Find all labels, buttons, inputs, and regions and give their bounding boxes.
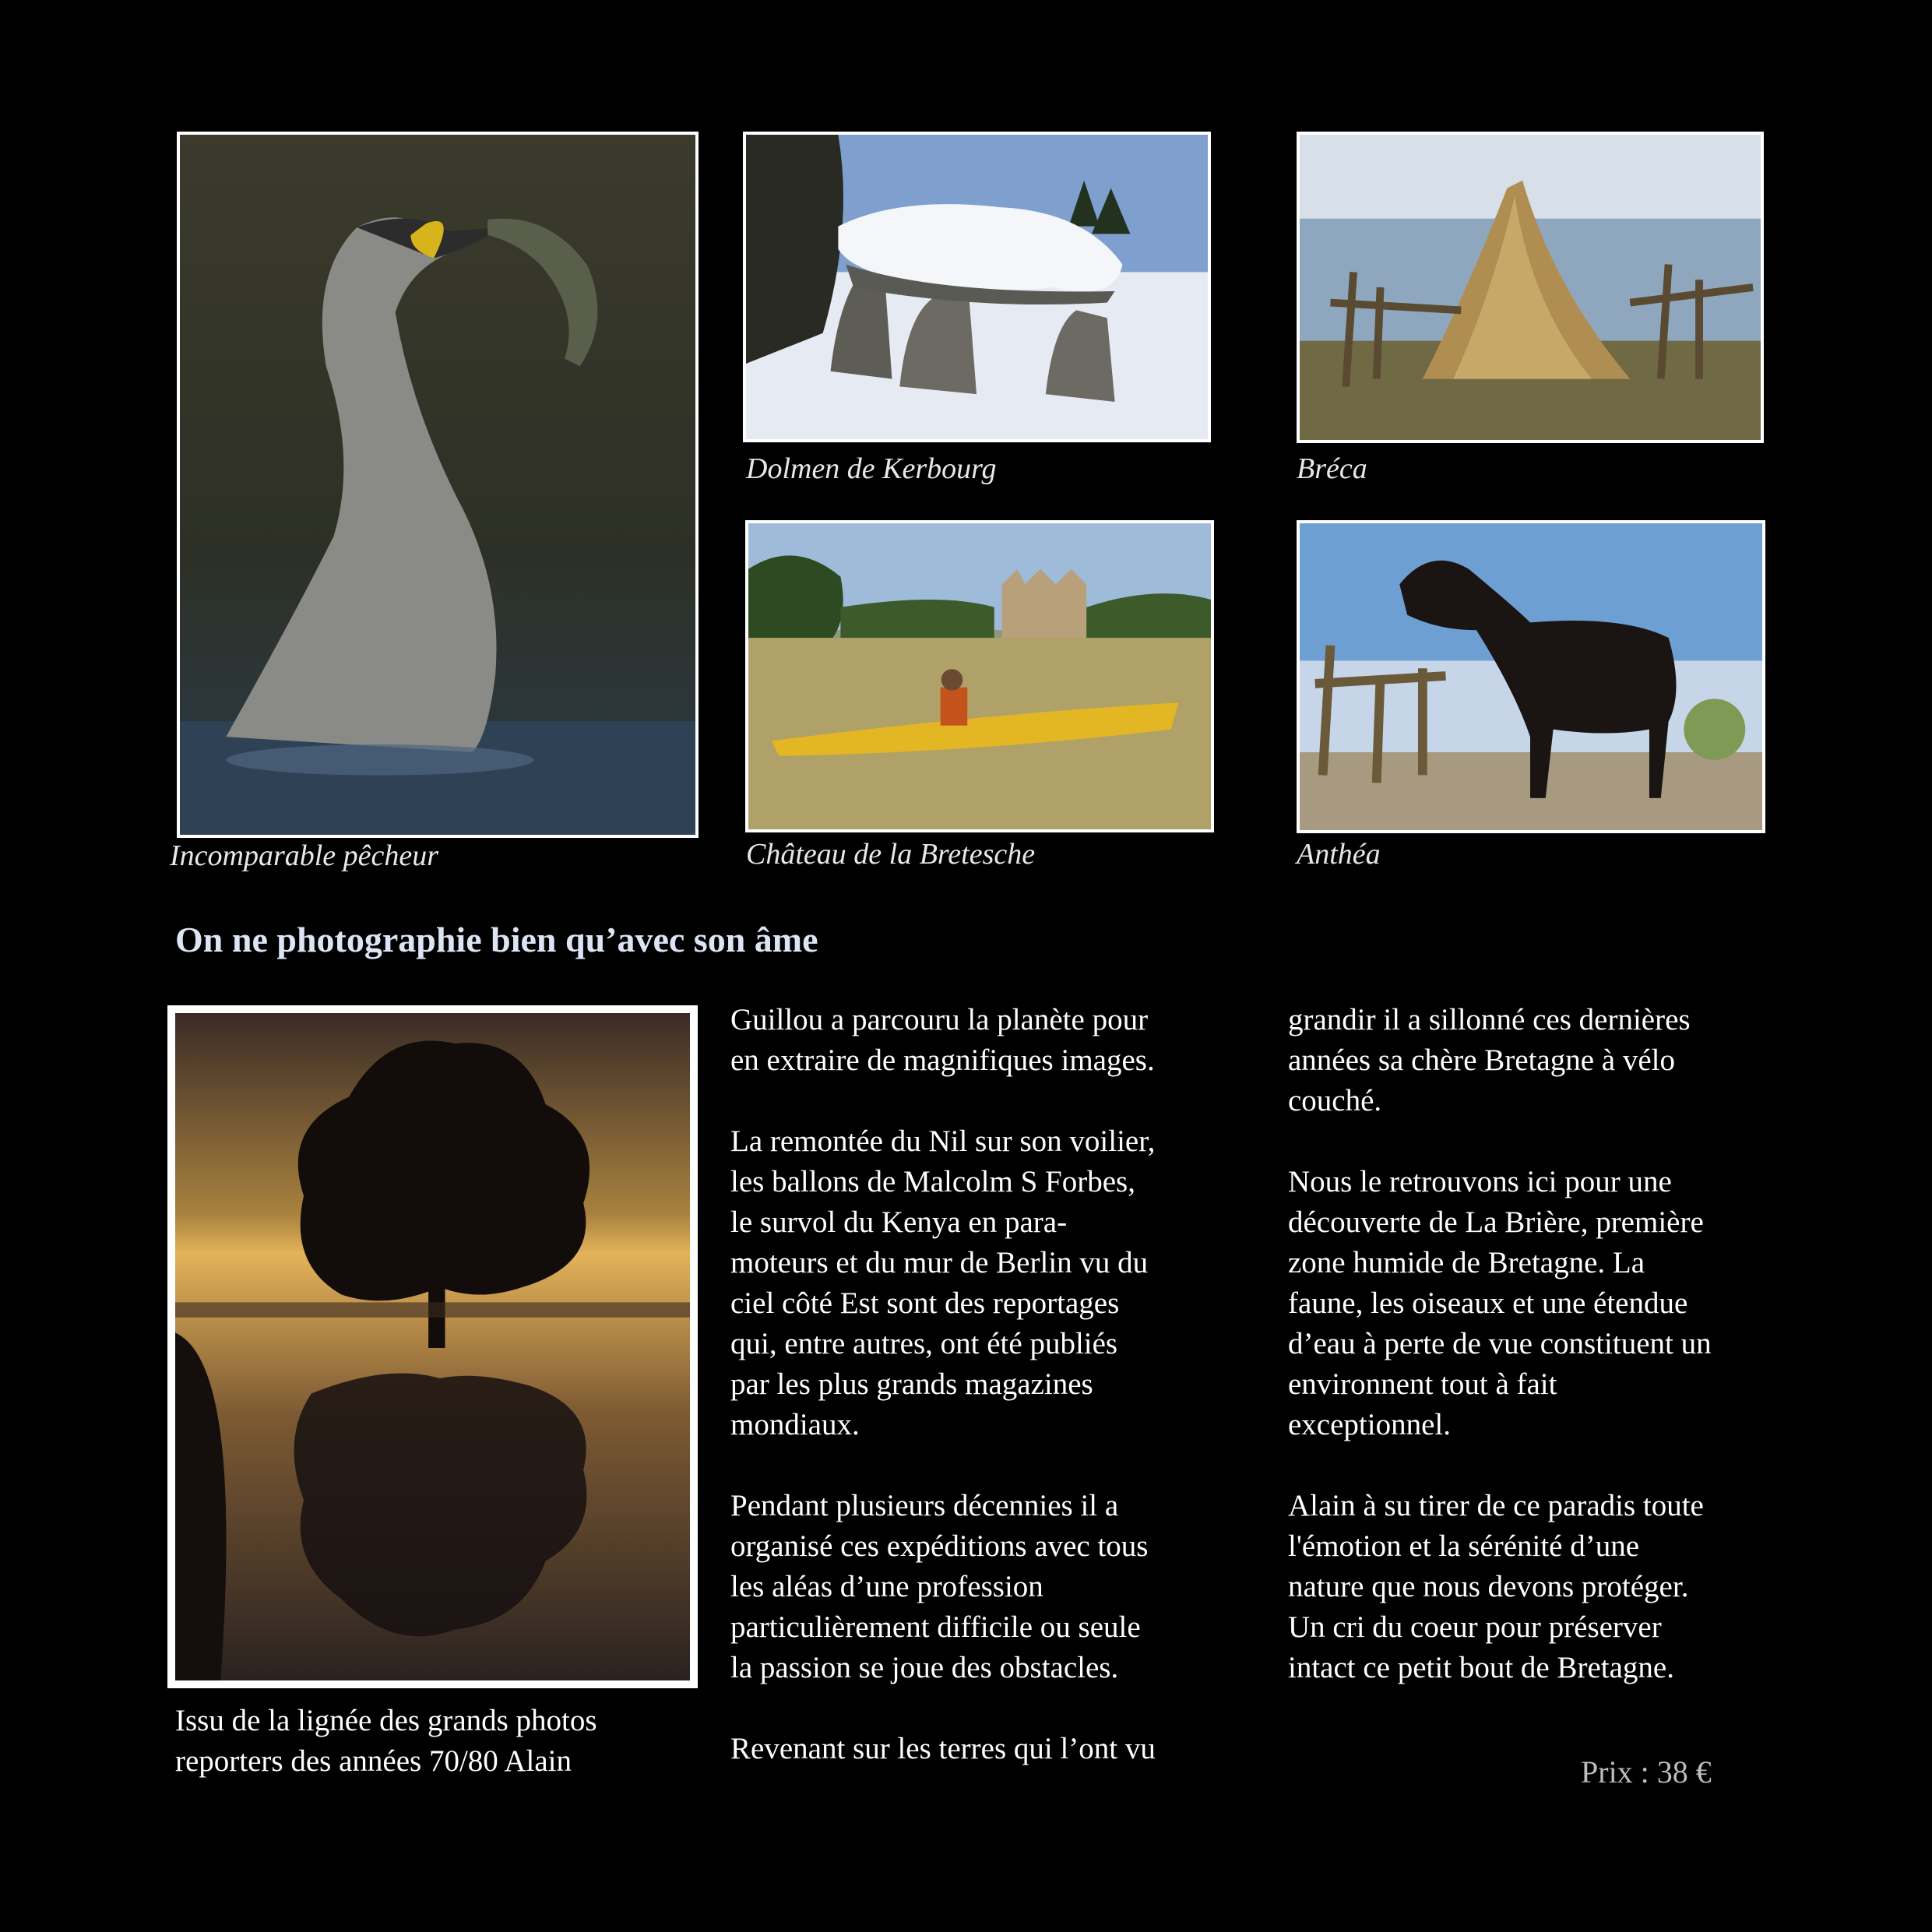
text-line: par les plus grands magazines (730, 1367, 1093, 1401)
text-line: particulièrement difficile ou seule (730, 1610, 1141, 1644)
text-line: le survol du Kenya en para- (730, 1205, 1068, 1239)
text-line: Guillou a parcouru la planète pour (730, 1003, 1149, 1036)
text-line: Alain à su tirer de ce paradis toute (1288, 1489, 1704, 1522)
intro-caption-line: Issu de la lignée des grands photos (175, 1704, 597, 1737)
text-line: faune, les oiseaux et une étendue (1288, 1286, 1688, 1320)
text-line: La remontée du Nil sur son voilier, (730, 1124, 1156, 1158)
photo-chateau (745, 520, 1214, 832)
text-line: en extraire de magnifiques images. (730, 1043, 1155, 1077)
text-column-2 (730, 1000, 1229, 1769)
text-line: l'émotion et la sérénité d’une (1288, 1529, 1640, 1563)
caption-chateau: Château de la Bretesche (746, 838, 1036, 871)
photo-breca (1297, 132, 1764, 443)
text-line: Un cri du coeur pour préserver (1288, 1610, 1662, 1644)
text-line: Nous le retrouvons ici pour une (1288, 1165, 1672, 1198)
caption-dolmen: Dolmen de Kerbourg (746, 452, 997, 485)
paragraph (730, 1121, 1229, 1445)
text-line: Revenant sur les terres qui l’ont vu (730, 1732, 1156, 1765)
paragraph (730, 1486, 1229, 1688)
caption-cormorant: Incomparable pêcheur (170, 839, 439, 872)
text-line: exceptionnel. (1288, 1408, 1451, 1441)
text-line: couché. (1288, 1084, 1382, 1117)
intro-caption-line: reporters des années 70/80 Alain (175, 1744, 572, 1778)
intro-caption (175, 1701, 720, 1782)
text-line: intact ce petit bout de Bretagne. (1288, 1651, 1674, 1684)
paragraph (730, 1729, 1229, 1769)
text-line: les aléas d’une profession (730, 1570, 1043, 1603)
paragraph (1288, 1000, 1786, 1121)
paragraph (1288, 1486, 1786, 1688)
text-line: la passion se joue des obstacles. (730, 1651, 1119, 1684)
text-line: grandir il a sillonné ces dernières (1288, 1003, 1691, 1036)
paragraph (1288, 1162, 1786, 1445)
text-line: mondiaux. (730, 1408, 860, 1441)
price-label: Prix : 38 € (1581, 1754, 1712, 1789)
text-line: ciel côté Est sont des reportages (730, 1286, 1120, 1320)
photo-anthea (1297, 520, 1765, 833)
caption-anthea: Anthéa (1297, 838, 1381, 871)
text-line: nature que nous devons protéger. (1288, 1570, 1689, 1603)
section-heading: On ne photographie bien qu’avec son âme (175, 920, 818, 959)
text-column-3 (1288, 1000, 1786, 1688)
paragraph (730, 1000, 1229, 1081)
text-line: environnent tout à fait (1288, 1367, 1557, 1401)
text-line: années sa chère Bretagne à vélo (1288, 1043, 1675, 1077)
text-line: qui, entre autres, ont été publiés (730, 1327, 1118, 1360)
photo-cormorant (177, 132, 699, 838)
caption-breca: Bréca (1297, 452, 1367, 485)
text-line: d’eau à perte de vue constituent un (1288, 1327, 1712, 1360)
text-line: les ballons de Malcolm S Forbes, (730, 1165, 1135, 1198)
photo-sunset-tree (167, 1005, 698, 1688)
text-line: organisé ces expéditions avec tous (730, 1529, 1149, 1563)
text-line: Pendant plusieurs décennies il a (730, 1489, 1119, 1522)
text-line: moteurs et du mur de Berlin vu du (730, 1246, 1149, 1279)
text-line: zone humide de Bretagne. La (1288, 1246, 1645, 1279)
text-line: découverte de La Brière, première (1288, 1205, 1704, 1239)
photo-dolmen (743, 132, 1211, 442)
